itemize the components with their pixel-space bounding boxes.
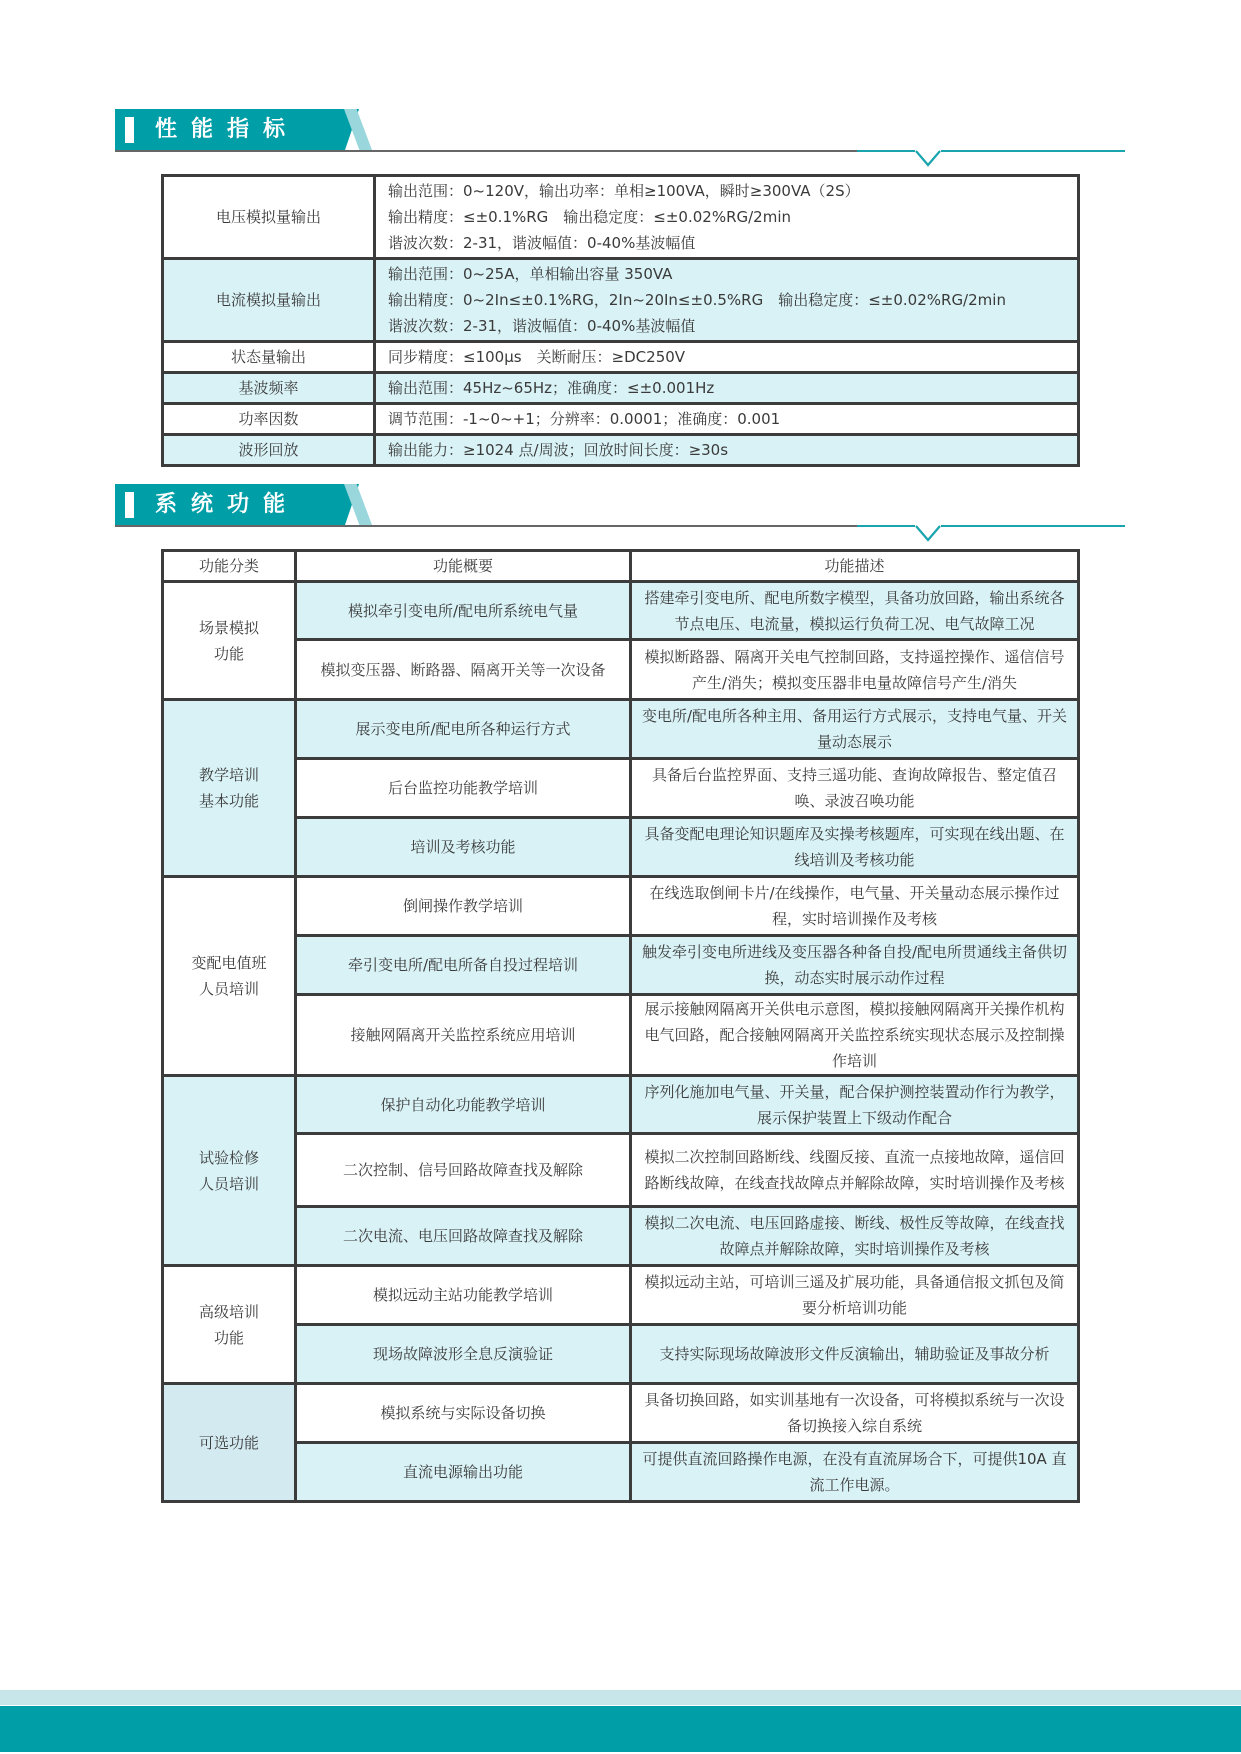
function-summary: 接触网隔离开关监控系统应用培训 <box>296 995 631 1076</box>
divider-line-accent <box>857 150 1125 152</box>
table-row <box>163 435 1079 466</box>
spec-name: 电压模拟量输出 <box>163 176 375 259</box>
table-row <box>163 995 1079 1076</box>
header-summary: 功能概要 <box>296 551 631 582</box>
spec-name: 基波频率 <box>163 373 375 404</box>
function-category <box>163 877 296 1076</box>
category-line: 变配电值班 <box>191 954 267 972</box>
table-row <box>163 1207 1079 1266</box>
spec-name: 电流模拟量输出 <box>163 259 375 342</box>
table-row <box>163 1266 1079 1325</box>
spec-line: 输出范围：45Hz~65Hz；准确度：≤±0.001Hz <box>388 379 715 397</box>
function-summary: 二次电流、电压回路故障查找及解除 <box>296 1207 631 1266</box>
table-row <box>163 1384 1079 1443</box>
spec-line: 调节范围：-1~0~+1；分辨率：0.0001；准确度：0.001 <box>388 410 781 428</box>
table-row <box>163 818 1079 877</box>
function-summary: 模拟变压器、断路器、隔离开关等一次设备 <box>296 640 631 700</box>
function-summary: 二次控制、信号回路故障查找及解除 <box>296 1134 631 1207</box>
function-summary: 倒闸操作教学培训 <box>296 877 631 936</box>
section-title: 性能指标 <box>155 117 300 142</box>
category-line: 试验检修 <box>198 1148 259 1167</box>
function-summary: 保护自动化功能教学培训 <box>296 1076 631 1134</box>
table-row <box>163 700 1079 759</box>
spec-line: 谐波次数：2-31，谐波幅值：0-40%基波幅值 <box>388 234 696 252</box>
category-line: 功能 <box>213 1328 244 1347</box>
spec-line: 同步精度：≤100μs 关断耐压：≥DC250V <box>388 348 686 366</box>
function-description: 模拟二次控制回路断线、线圈反接、直流一点接地故障，遥信回路断线故障，在线查找故障点并解除故障，实时培训操作及考核 <box>631 1134 1079 1207</box>
function-summary: 展示变电所/配电所各种运行方式 <box>296 700 631 759</box>
spec-line: 输出能力：≥1024 点/周波；回放时间长度：≥30s <box>388 441 729 459</box>
category-line: 高级培训 <box>198 1302 259 1321</box>
spec-name: 波形回放 <box>163 435 375 466</box>
footer-band <box>0 1706 1241 1752</box>
spec-value <box>375 176 1079 259</box>
table-row <box>163 759 1079 818</box>
spec-name: 功率因数 <box>163 404 375 435</box>
table-header-row <box>163 551 1079 582</box>
table-row <box>163 582 1079 640</box>
header-category: 功能分类 <box>163 551 296 582</box>
category-line: 可选功能 <box>198 1433 259 1452</box>
banner-bar-icon <box>125 492 134 518</box>
banner-bar-icon <box>125 117 134 143</box>
spec-value <box>375 435 1079 466</box>
divider-line-accent <box>857 525 1125 527</box>
category-line: 人员培训 <box>198 980 259 998</box>
function-description: 变电所/配电所各种主用、备用运行方式展示，支持电气量、开关量动态展示 <box>631 700 1079 759</box>
category-line: 人员培训 <box>198 1174 259 1193</box>
spec-name: 状态量输出 <box>163 342 375 373</box>
spec-line: 谐波次数：2-31，谐波幅值：0-40%基波幅值 <box>388 317 696 335</box>
function-summary: 后台监控功能教学培训 <box>296 759 631 818</box>
section-title: 系统功能 <box>155 492 300 517</box>
category-line: 基本功能 <box>198 792 259 810</box>
spec-value <box>375 404 1079 435</box>
table-row <box>163 936 1079 995</box>
table-row <box>163 1134 1079 1207</box>
spec-line: 输出范围：0~120V，输出功率：单相≥100VA，瞬时≥300VA（2S） <box>388 182 860 200</box>
table-row <box>163 176 1079 259</box>
function-description: 具备变配电理论知识题库及实操考核题库，可实现在线出题、在线培训及考核功能 <box>631 818 1079 877</box>
table-row <box>163 342 1079 373</box>
function-category <box>163 1384 296 1502</box>
performance-table <box>161 174 1080 467</box>
table-row <box>163 1443 1079 1502</box>
function-category <box>163 700 296 877</box>
function-description: 展示接触网隔离开关供电示意图，模拟接触网隔离开关操作机构电气回路，配合接触网隔离开关监控系统实现状态展示及控制操作培训 <box>631 995 1079 1076</box>
function-category <box>163 1076 296 1266</box>
table-row <box>163 877 1079 936</box>
function-description: 模拟断路器、隔离开关电气控制回路，支持遥控操作、遥信信号产生/消失；模拟变压器非电量故障信号产生/消失 <box>631 640 1079 700</box>
divider-line <box>115 525 857 527</box>
function-description: 触发牵引变电所进线及变压器各种备自投/配电所贯通线主备供切换，动态实时展示动作过程 <box>631 936 1079 995</box>
function-summary: 模拟系统与实际设备切换 <box>296 1384 631 1443</box>
function-category <box>163 1266 296 1384</box>
spec-value <box>375 373 1079 404</box>
function-description: 模拟二次电流、电压回路虚接、断线、极性反等故障，在线查找故障点并解除故障，实时培训操作及考核 <box>631 1207 1079 1266</box>
function-description: 模拟远动主站，可培训三遥及扩展功能，具备通信报文抓包及简要分析培训功能 <box>631 1266 1079 1325</box>
function-summary: 模拟牵引变电所/配电所系统电气量 <box>296 582 631 640</box>
table-row <box>163 1076 1079 1134</box>
function-description: 可提供直流回路操作电源，在没有直流屏场合下，可提供10A 直流工作电源。 <box>631 1443 1079 1502</box>
table-row <box>163 640 1079 700</box>
spec-value <box>375 259 1079 342</box>
category-line: 教学培训 <box>198 766 259 784</box>
section-header-performance <box>115 109 1125 153</box>
table-row <box>163 404 1079 435</box>
function-description: 支持实际现场故障波形文件反演输出，辅助验证及事故分析 <box>631 1325 1079 1384</box>
function-description: 序列化施加电气量、开关量，配合保护测控装置动作行为教学，展示保护装置上下级动作配合 <box>631 1076 1079 1134</box>
divider-line <box>115 150 857 152</box>
category-line: 场景模拟 <box>198 618 259 637</box>
function-summary: 模拟远动主站功能教学培训 <box>296 1266 631 1325</box>
function-description: 具备切换回路，如实训基地有一次设备，可将模拟系统与一次设备切换接入综自系统 <box>631 1384 1079 1443</box>
notch-icon <box>915 150 941 170</box>
function-summary: 现场故障波形全息反演验证 <box>296 1325 631 1384</box>
footer-band-light <box>0 1690 1241 1705</box>
function-description: 搭建牵引变电所、配电所数字模型，具备功放回路，输出系统各节点电压、电流量，模拟运行负荷工况、电气故障工况 <box>631 582 1079 640</box>
table-row <box>163 373 1079 404</box>
spec-line: 输出精度：≤±0.1%RG 输出稳定度：≤±0.02%RG/2min <box>388 208 792 226</box>
function-summary: 牵引变电所/配电所备自投过程培训 <box>296 936 631 995</box>
spec-line: 输出精度：0~2In≤±0.1%RG，2In~20In≤±0.5%RG 输出稳定度：≤±0.02%RG/2min <box>388 291 1006 309</box>
spec-line: 输出范围：0~25A，单相输出容量 350VA <box>388 265 673 283</box>
function-summary: 培训及考核功能 <box>296 818 631 877</box>
table-row <box>163 259 1079 342</box>
table-row <box>163 1325 1079 1384</box>
category-line: 功能 <box>213 644 244 663</box>
section-header-functions <box>115 484 1125 528</box>
function-summary: 直流电源输出功能 <box>296 1443 631 1502</box>
notch-icon <box>915 525 941 545</box>
header-description: 功能描述 <box>631 551 1079 582</box>
function-category <box>163 582 296 700</box>
function-description: 具备后台监控界面、支持三遥功能、查询故障报告、整定值召唤、录波召唤功能 <box>631 759 1079 818</box>
function-table <box>161 549 1080 1503</box>
spec-value <box>375 342 1079 373</box>
function-description: 在线选取倒闸卡片/在线操作，电气量、开关量动态展示操作过程，实时培训操作及考核 <box>631 877 1079 936</box>
